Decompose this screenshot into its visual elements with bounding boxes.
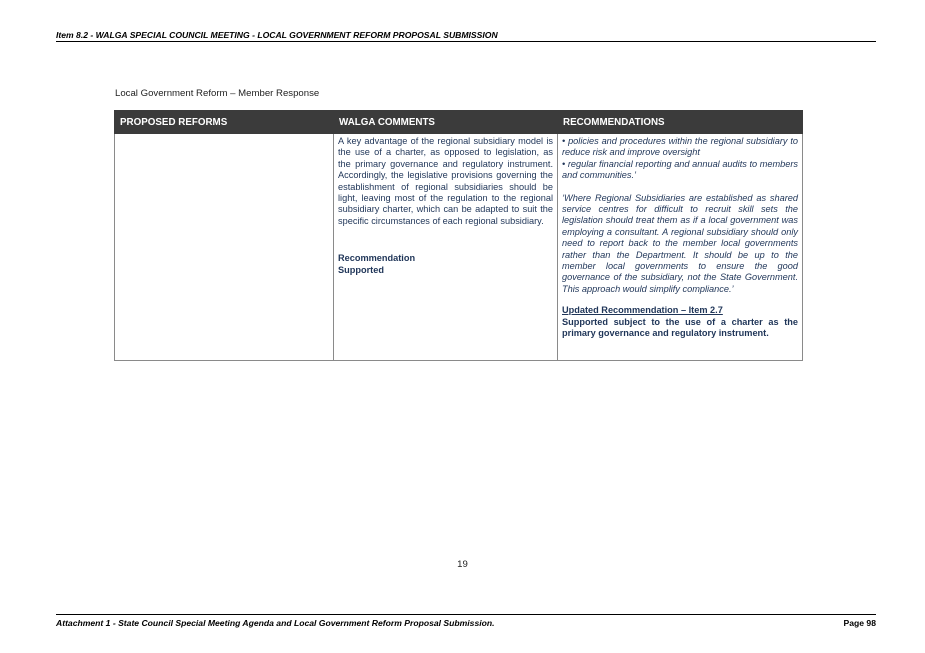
column-header-recommendations: RECOMMENDATIONS <box>558 111 803 134</box>
page-number: 19 <box>457 559 468 570</box>
footer-attachment-title: Attachment 1 - State Council Special Meeting Agenda and Local Government Reform Proposal Submission. <box>56 618 495 628</box>
walga-comments-cell <box>334 134 558 361</box>
recommendation-quote: ‘Where Regional Subsidiaries are established as shared service centres for difficult to recruit skill sets the legislation should treat them as if a local government was employing a consultant. A regional subsidiary should only need to report back to the member local governments rather than the Department. It should be up to the member local governments to ensure the good governance of the subsidiary, not the State Government. This approach would simplify compliance.’ <box>562 192 798 294</box>
walga-comment-text: A key advantage of the regional subsidiary model is the use of a charter, as opposed to legislation, as the primary governance and regulatory instrument. Accordingly, the legislative provisions governing the establishment of regional subsidiaries should be light, leaving most of the regulation to the regional subsidiary charter, which can be adapted to suit the specific circumstances of each regional subsidiary. <box>338 136 553 226</box>
recommendation-bullet: • policies and procedures within the regional subsidiary to reduce risk and improve oversight <box>562 136 798 158</box>
recommendation-label: Recommendation <box>338 253 416 264</box>
column-header-proposed-reforms: PROPOSED REFORMS <box>115 111 334 134</box>
page-footer <box>56 614 876 628</box>
page-header: Item 8.2 - WALGA SPECIAL COUNCIL MEETING - LOCAL GOVERNMENT REFORM PROPOSAL SUBMISSION <box>56 30 876 42</box>
table-header-row <box>115 111 803 134</box>
updated-recommendation-text: Supported subject to the use of a charter as the primary governance and regulatory instrument. <box>562 316 798 339</box>
table-row <box>115 134 803 361</box>
proposed-reforms-cell <box>115 134 334 361</box>
recommendations-cell <box>558 134 803 361</box>
recommendation-bullet: • regular financial reporting and annual audits to members and communities.’ <box>562 158 798 181</box>
recommendation-value: Supported <box>338 264 384 275</box>
reform-response-table <box>114 110 803 361</box>
document-subtitle: Local Government Reform – Member Response <box>115 88 320 99</box>
column-header-walga-comments: WALGA COMMENTS <box>334 111 558 134</box>
footer-page-label: Page 98 <box>843 618 876 628</box>
updated-recommendation-heading: Updated Recommendation – Item 2.7 <box>562 305 723 316</box>
